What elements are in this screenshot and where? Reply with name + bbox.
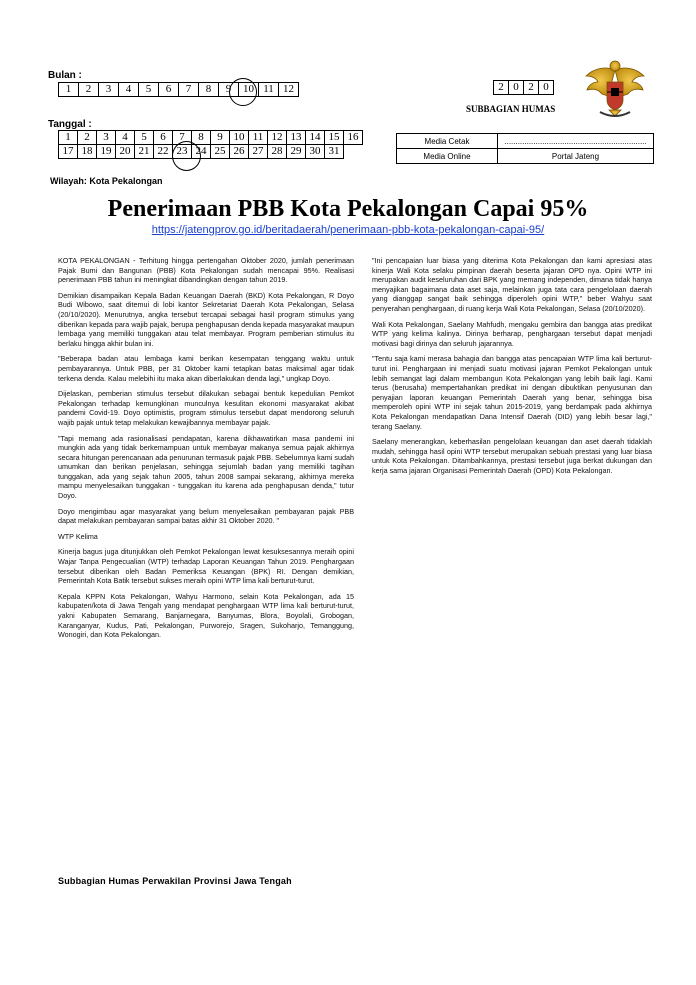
year-digit: 0 (509, 81, 524, 95)
bulan-cell: 4 (119, 83, 139, 97)
article-paragraph: WTP Kelima (58, 531, 98, 541)
article-paragraph: Kepala KPPN Kota Pekalongan, Wahyu Harmono, selain Kota Pekalongan, ada 15 kabupaten/kota di Jawa Tengah yang mendapat penghargaan WTP lima kali berturut-turut, yakni Kabupaten Semarang, Banjarnegara, Banyumas, Blora, Boyolali, Grobogan, Karanganyar, Kudus, Pati, Pekalongan, Purworejo, Sragen, Sukoharjo, Temanggung, Wonogiri, dan Kota Pekalongan. (58, 591, 354, 640)
tanggal-cell: 27 (249, 145, 268, 159)
bulan-cell: 12 (279, 83, 299, 97)
tanggal-cell: 26 (230, 145, 249, 159)
tanggal-cell: 17 (59, 145, 78, 159)
media-cetak-label: Media Cetak (397, 134, 498, 149)
tanggal-cell: 19 (97, 145, 116, 159)
tanggal-cell: 16 (344, 131, 363, 145)
article-paragraph: Doyo mengimbau agar masyarakat yang belum menyelesaikan pembayaran pajak PBB dapat melakukan pembayaran sampai batas akhir 31 Oktober 2020. " (58, 506, 354, 526)
footer-text: Subbagian Humas Perwakilan Provinsi Jawa Tengah (58, 876, 292, 886)
tanggal-cell: 2 (78, 131, 97, 145)
bulan-cell: 1 (59, 83, 79, 97)
bulan-cell: 10 (239, 83, 259, 97)
media-online-label: Media Online (397, 149, 498, 164)
garuda-emblem-icon (582, 56, 648, 122)
year-digit: 2 (494, 81, 509, 95)
article-paragraph: "Tapi memang ada rasionalisasi pendapatan, karena dikhawatirkan masa pandemi ini mungkin ada yang tidak berkemampuan untuk membayar makanya semua pajak akhirnya secara hitungan perencanaan ada penurunan termasuk pajak PBB. Sebelumnya kami sudah umumkan dan berikan penjelasan, sehingga sejumlah badan yang memiliki tagihan tunggakan, ada yang sejak tahun 2005, tahun 2008 sampai sekarang, akhirnya mereka mampu menyelesaikan tunggakan - tunggakan itu karena ada penghapusan denda," tutur Doyo. (58, 433, 354, 501)
tanggal-label: Tanggal : (48, 119, 92, 130)
bulan-cell: 5 (139, 83, 159, 97)
article-left-column (58, 256, 354, 646)
bulan-cell: 3 (99, 83, 119, 97)
tanggal-cell: 20 (116, 145, 135, 159)
tanggal-cell: 1 (59, 131, 78, 145)
bulan-cell: 11 (259, 83, 279, 97)
tanggal-cell: 11 (249, 131, 268, 145)
bulan-selected-circle (229, 78, 257, 106)
article-right-column (372, 256, 652, 481)
subbagian-label: SUBBAGIAN HUMAS (466, 104, 556, 114)
tanggal-cell: 5 (135, 131, 154, 145)
tanggal-cell: 24 (192, 145, 211, 159)
bulan-cell: 9 (219, 83, 239, 97)
tanggal-cell: 4 (116, 131, 135, 145)
tanggal-cell: 10 (230, 131, 249, 145)
article-paragraph: "Tentu saja kami merasa bahagia dan bangga atas pencapaian WTP lima kali berturut-turut ini. Penghargaan ini menjadi suatu motivasi jajaran Pemkot Pekalongan untuk lebih semangat lagi dalam membangun Kota Pekalongan yang lebih baik lagi. Kami terus (berusaha) mempertahankan predikat ini dengan dibuktikan penyusunan dan penyajian laporan keuangan Pemerintah Daerah yang benar, sehingga bisa memperoleh opini WTP ini sejak tahun 2015-2019, yang berdampak pada akhirnya Kota Pekalongan mendapatkan Dana Intensif Daerah (DID) yang lebih besar lagi," terang Saelany. (372, 354, 652, 431)
tanggal-cell: 18 (78, 145, 97, 159)
tanggal-cell: 9 (211, 131, 230, 145)
tanggal-cell: 7 (173, 131, 192, 145)
tanggal-cell: 25 (211, 145, 230, 159)
tanggal-cell: 31 (325, 145, 344, 159)
bulan-cell: 8 (199, 83, 219, 97)
bulan-cell: 2 (79, 83, 99, 97)
media-table (396, 133, 654, 164)
tanggal-cell: 21 (135, 145, 154, 159)
year-digit: 2 (524, 81, 539, 95)
bulan-label: Bulan : (48, 70, 82, 81)
media-cetak-value: ................................................................ (498, 134, 654, 149)
tanggal-selected-circle (172, 141, 201, 171)
tanggal-cell: 23 (173, 145, 192, 159)
tanggal-cell: 14 (306, 131, 325, 145)
article-paragraph: Wali Kota Pekalongan, Saelany Mahfudh, mengaku gembira dan bangga atas predikat WTP yang kelima kalinya. Dirinya berharap, penghargaan tersebut dapat menjadi motivasi bagi dirinya dan seluruh jajarannya. (372, 319, 652, 348)
tanggal-cell: 15 (325, 131, 344, 145)
article-paragraph: Demikian disampaikan Kepala Badan Keuangan Daerah (BKD) Kota Pekalongan, R Doyo Budi Wibowo, saat ditemui di lobi kantor Sekretariat Daerah Kota Pekalongan, Selasa (20/10/2020). Menurutnya, angka tersebut tercapai sebagai hasil program stimulus yang diberikan kepada para wajib pajak, berupa penghapusan denda kepada masyarakat maupun lembaga yang memiliki tunggakan atau telat membayar. Program pemberian stimulus itu berlaku hingga akhir bulan ini. (58, 290, 354, 348)
bulan-cell: 7 (179, 83, 199, 97)
article-paragraph: KOTA PEKALONGAN - Terhitung hingga pertengahan Oktober 2020, jumlah penerimaan Pajak Bumi dan Bangunan (PBB) Kota Pekalongan sudah mencapai 95%. Realisasi penerimaan PBB tahun ini meningkat dibandingkan dengan tahun 2019. (58, 256, 354, 285)
tanggal-cell: 30 (306, 145, 325, 159)
article-url-link[interactable]: https://jatengprov.go.id/beritadaerah/penerimaan-pbb-kota-pekalongan-capai-95/ (151, 224, 545, 236)
article-paragraph: "Beberapa badan atau lembaga kami berikan kesempatan tenggang waktu untuk pembayarannya. Untuk PBB, per 31 Oktober kami tetapkan batas maksimal agar tidak terkena denda. Kalau melebihi itu maka akan diberlakukan denda lagi," ungkap Doyo. (58, 354, 354, 383)
tanggal-cell: 6 (154, 131, 173, 145)
tanggal-cell: 12 (268, 131, 287, 145)
tanggal-cell: 8 (192, 131, 211, 145)
bulan-cell: 6 (159, 83, 179, 97)
article-paragraph: Saelany menerangkan, keberhasilan pengelolaan keuangan dan aset daerah tidaklah mudah, sehingga hasil opini WTP tersebut merupakan sebuah prestasi yang luar biasa untuk Kota Pekalongan. Ditambahkannya, prestasi tersebut juga berkat dukungan dan kerja sama jajaran Organisasi Pemerintah Daerah (OPD) Kota Pekalongan. (372, 437, 652, 475)
tanggal-cell: 3 (97, 131, 116, 145)
article-paragraph: Dijelaskan, pemberian stimulus tersebut dilakukan sebagai bentuk kepedulian Pemkot Pekalongan terhadap kemungkinan munculnya kesulitan ekonomi masyarakat akibat pandemi Covid-19. Doyo optimistis, program stimulus tersebut dapat mendorong seluruh wajib pajak untuk tetap melakukan kewajibannya membayar pajak. (58, 389, 354, 427)
year-digit: 0 (539, 81, 554, 95)
year-box (493, 80, 554, 95)
tanggal-cell: 13 (287, 131, 306, 145)
tanggal-cell: 29 (287, 145, 306, 159)
media-online-value: Portal Jateng (498, 149, 654, 164)
tanggal-cell: 22 (154, 145, 173, 159)
wilayah-label: Wilayah: Kota Pekalongan (50, 176, 163, 186)
article-title: Penerimaan PBB Kota Pekalongan Capai 95% (107, 196, 589, 222)
bulan-grid (58, 82, 299, 97)
tanggal-cell: 28 (268, 145, 287, 159)
article-paragraph: "Ini pencapaian luar biasa yang diterima Kota Pekalongan dan kami apresiasi atas kinerja Wali Kota selaku pimpinan daerah beserta jajaran OPD nya. Opini WTP ini merupakan audit keseluruhan dari BPK yang memang independen, dimana tidak hanya menyajikan bagaimana data aset saja, melainkan juga tata cara pengelolaan daerah yang dianggap sangat baik sehingga diperoleh opini WTP," beber Wahyu saat penyerahan penghargaan, di ruang kerja Wali Kota Pekalongan, Selasa (20/10/2020). (372, 256, 652, 313)
article-paragraph: Kinerja bagus juga ditunjukkan oleh Pemkot Pekalongan lewat kesuksesannya meraih opini Wajar Tanpa Pengecualian (WTP) terhadap Laporan Keuangan Tahun 2019. Penghargaan tersebut diberikan oleh Badan Pemeriksa Keuangan (BPK) RI. Dengan demikian, Pemerintah Kota Batik tersebut sukses meraih opini WTP lima kali berturut-turut. (58, 547, 354, 586)
tanggal-grid (58, 130, 363, 159)
